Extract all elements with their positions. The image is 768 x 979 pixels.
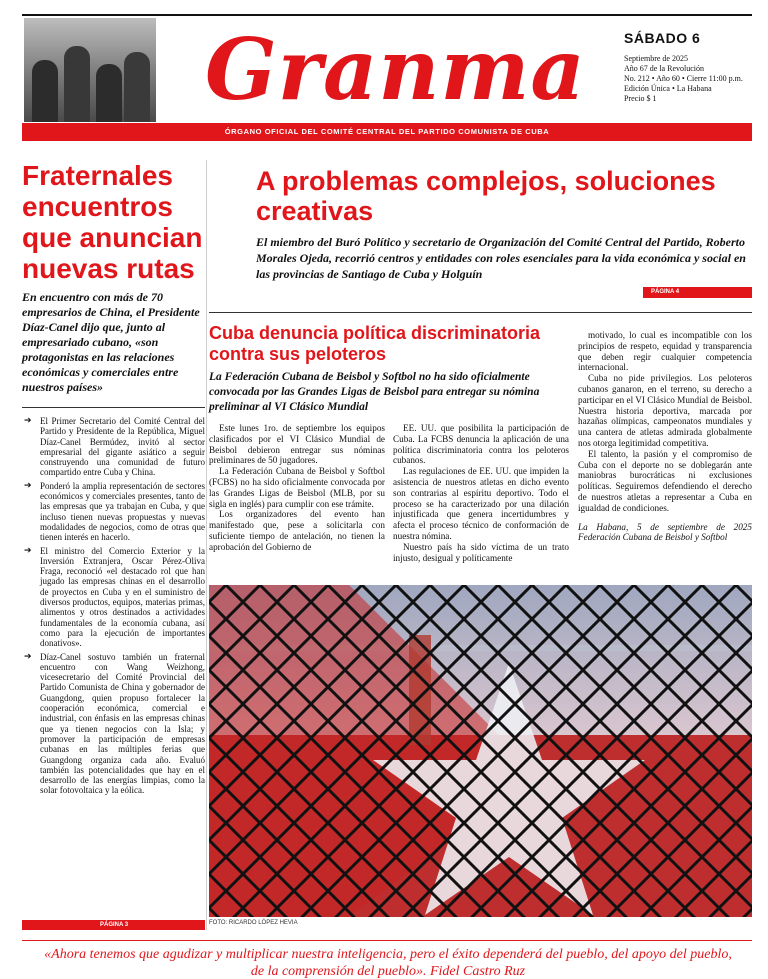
bullet-item <box>22 546 205 649</box>
newspaper-logo[interactable]: Granma <box>205 20 586 119</box>
tagline-band: ÓRGANO OFICIAL DEL COMITÉ CENTRAL DEL PARTIDO COMUNISTA DE CUBA <box>22 123 752 141</box>
page-tag-label: PÁGINA 4 <box>651 289 680 295</box>
photo-credit: FOTO: RICARDO LÓPEZ HEVIA <box>209 920 298 926</box>
bullet-text: Díaz-Canel sostuvo también un fraternal encuentro con Wang Weizhong, vicesecretario del Comité Provincial del Partido Comunista de China y gobernador de Guangdong, quien propuso fortalecer la cooperación económica, comercial e industrial, con énfasis en las empresas chinas que ya tienen negocios con la Isla; y promover la participación de empresas cubanas en las múltiples ferias que Guangdong organiza cada año. Evaluó también las potencialidades que hay en el desarrollo de las energías limpias, como la solar fotovoltaica y la eólica. <box>40 651 205 796</box>
top-rule <box>22 14 752 16</box>
date-line: Edición Única • La Habana <box>624 84 712 93</box>
bullet-list <box>22 416 205 796</box>
page-tag-label: PÁGINA 3 <box>100 922 129 928</box>
paragraph: motivado, lo cual es incompatible con los principios de respeto, equidad y transparencia que deben regir cualquier competencia internacional. <box>578 330 752 373</box>
arrow-icon: ➔ <box>24 480 32 491</box>
baseball-story <box>209 323 569 415</box>
paragraph: Este lunes 1ro. de septiembre los equipos clasificados por el VI Clásico Mundial de Beisbol debieron entregar sus nóminas preliminares de 50 jugadores. <box>209 423 385 466</box>
text-column-2 <box>393 423 569 563</box>
paragraph: Cuba no pide privilegios. Los peloteros cubanos ganaron, en el terreno, su derecho a participar en el VI Clásico Mundial de Beisbol. Nuestra historia deportiva, marcada por hazañas olímpicas, campeonatos mundiales y una cantera de atletas admirada globalmente nos otorga legitimidad competitiva. <box>578 373 752 448</box>
arrow-icon: ➔ <box>24 416 32 426</box>
text-column-3 <box>578 330 752 543</box>
bullet-item <box>22 416 205 478</box>
paragraph: Los organizadores del evento han manifestado que, pese a solicitarla con suficiente tiempo de antelación, no tienen la aprobación del Gobierno de <box>209 509 385 552</box>
bullet-item <box>22 652 205 796</box>
footer-rule <box>22 940 752 941</box>
bullet-text: El Primer Secretario del Comité Central del Partido y Presidente de la República, Miguel Díaz-Canel Bermúdez, invitó al sector empresarial del gigante asiático a seguir construyendo una comunidad de futuro compartido entre Cuba y China. <box>40 416 205 478</box>
baseball-story-headline[interactable]: Cuba denuncia política discriminatoria contra sus peloteros <box>209 323 541 364</box>
top-story-headline[interactable]: A problemas complejos, soluciones creativas <box>256 166 716 226</box>
date-line: Precio $ 1 <box>624 94 657 103</box>
date-line: Año 67 de la Revolución <box>624 64 704 73</box>
left-story <box>22 160 205 799</box>
bullet-text: El ministro del Comercio Exterior y la Inversión Extranjera, Oscar Pérez-Oliva Fraga, reconoció «el destacado rol que han jugado las empresas chinas en el desarrollo de proyectos en Cuba y en el suministro de diversos productos, equipos, materias primas, alimentos y otros destinados a actividades fundamentales de la economía cubana, así como para la ejecución de importantes donativos». <box>40 545 205 649</box>
divider <box>22 407 205 408</box>
story-signature: La Habana, 5 de septiembre de 2025 Federación Cubana de Beisbol y Softbol <box>578 521 752 543</box>
left-story-deck: En encuentro con más de 70 empresarios de China, el Presidente Díaz-Canel dijo que, junto al empresariado cubano, «son protagonistas en las relaciones económicas y comerciales entre nuestros países» <box>22 290 200 394</box>
stadium-flag-photo[interactable] <box>209 585 752 917</box>
top-story <box>256 166 752 282</box>
paragraph: Nuestro país ha sido víctima de un trato injusto, desigual y políticamente <box>393 541 569 563</box>
column-divider <box>206 160 207 930</box>
paragraph: El talento, la pasión y el compromiso de Cuba con el deporte no se doblegarán ante maniobras burocráticas ni exclusiones políticas. Seguiremos defendiendo el derecho de nuestros atletas a representar a Cuba en igualdad de condiciones. <box>578 448 752 513</box>
paragraph: EE. UU. que posibilita la participación de Cuba. La FCBS denuncia la aplicación de una política discriminatoria contra los peloteros cubanos. <box>393 423 569 466</box>
bullet-item <box>22 481 205 543</box>
paragraph: La Federación Cubana de Beisbol y Softbol (FCBS) no ha sido oficialmente convocada por las Grandes Ligas de Beisbol (MLB, por su sigla en inglés) para cumplir con ese trámite. <box>209 466 385 509</box>
left-page-tag[interactable] <box>22 920 205 930</box>
masthead <box>0 0 768 150</box>
masthead-photo <box>24 18 156 122</box>
dateline <box>624 30 756 104</box>
arrow-icon: ➔ <box>24 545 32 556</box>
top-story-deck: El miembro del Buró Político y secretario de Organización del Comité Central del Partido, Roberto Morales Ojeda, recorrió centros y entidades con roles esenciales para la vida económica y social en las provincias de Santiago de Cuba y Holguín <box>256 235 746 281</box>
fence-flag-illustration <box>209 585 752 917</box>
top-page-tag[interactable] <box>643 287 752 298</box>
paragraph: Las regulaciones de EE. UU. que impiden la asistencia de nuestros atletas en dicho evento son contrarias al espíritu deportivo. Todo el proceso se ha caracterizado por una dilación injustificada que genera incertidumbres y afecta el proceso técnico de conformación de nuestra nómina. <box>393 466 569 541</box>
arrow-icon: ➔ <box>24 651 32 662</box>
date-line: No. 212 • Año 60 • Cierre 11:00 p.m. <box>624 74 743 83</box>
text-column-1 <box>209 423 385 553</box>
issue-day: SÁBADO 6 <box>624 30 701 46</box>
baseball-story-deck: La Federación Cubana de Beisbol y Softbol no ha sido oficialmente convocada por las Grandes Ligas de Beisbol para entregar su nómina preliminar al VI Clásico Mundial <box>209 371 540 413</box>
date-line: Septiembre de 2025 <box>624 54 688 63</box>
left-story-headline[interactable]: Fraternales encuentros que anuncian nuevas rutas <box>22 160 203 284</box>
section-divider <box>209 312 752 313</box>
bullet-text: Ponderó la amplia representación de sectores económicos y comerciales presentes, tanto de las empresas que ya trabajan en Cuba, y que incluso tienen nuevas propuestas y nuevas modalidades de negocios, como de otras que tienen interés en hacerlo. <box>40 480 205 543</box>
footer-quote: «Ahora tenemos que agudizar y multiplicar nuestra inteligencia, pero el éxito dependerá del pueblo, del apoyo del pueblo, de la comprensión del pueblo». Fidel Castro Ruz <box>44 947 732 979</box>
